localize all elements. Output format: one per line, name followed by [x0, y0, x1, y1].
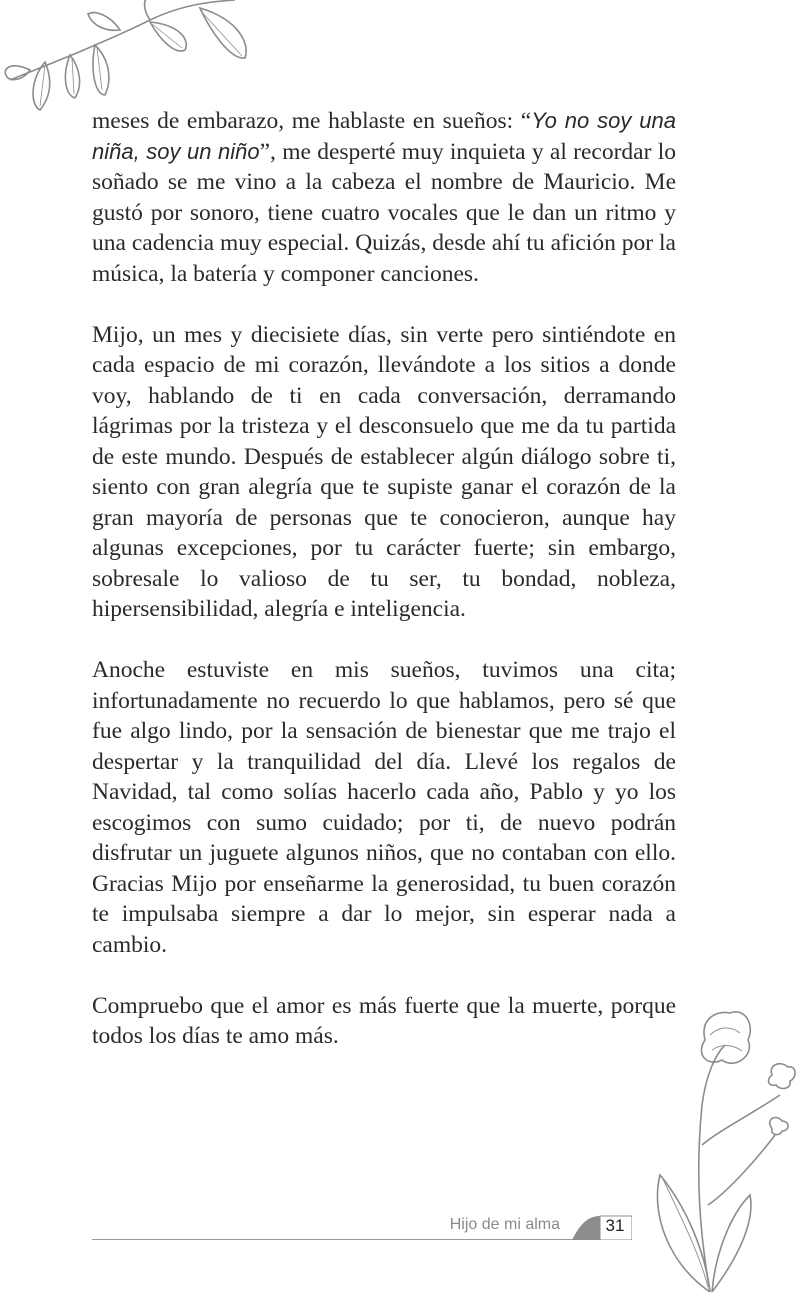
body-text	[92, 106, 676, 1052]
paragraph	[92, 991, 676, 1052]
page-number: 31	[605, 1216, 625, 1235]
paragraph	[92, 320, 676, 625]
text-run: Mijo, un mes y diecisiete días, sin verte pero sintiéndote en cada espacio de mi corazón, llevándote a los sitios a donde voy, hablando de ti en cada conversación, derramando lágrimas por la tristeza y el desconsuelo que me da tu partida de este mundo. Después de establecer algún diálogo sobre ti, siento con gran alegría que te supiste ganar el corazón de la gran mayoría de personas que te conocieron, aunque hay algunas excepciones, por tu carácter fuerte; sin embargo, sobresale lo valioso de tu ser, tu bondad, nobleza, hipersensibilidad, alegría e inteligencia.	[92, 321, 676, 622]
paragraph	[92, 655, 676, 960]
italic-quote: Yo no soy una niña, soy un niño	[92, 108, 676, 164]
text-run: Anoche estuviste en mis sueños, tuvimos una cita; infortunadamente no recuerdo lo que hablamos, pero sé que fue algo lindo, por la sensación de bienestar que me trajo el despertar y la tranquilidad del día. Llevé los regalos de Navidad, tal como solías hacerlo cada año, Pablo y yo los escogimos con sumo cuidado; por ti, de nuevo podrán disfrutar un juguete algunos niños, que no contaban con ello. Gracias Mijo por enseñarme la generosidad, tu buen corazón te impulsaba siempre a dar lo mejor, sin esperar nada a cambio.	[92, 657, 676, 958]
leaf-branch-icon	[0, 0, 260, 120]
running-title: Hijo de mi alma	[449, 1216, 560, 1233]
footer-rule	[92, 1239, 632, 1240]
paragraph	[92, 106, 676, 289]
text-run: meses de embarazo, me hablaste en sueños: “	[92, 108, 532, 134]
text-run: ”, me desperté muy inquieta y al recordar lo soñado se me vino a la cabeza el nombre de Mauricio. Me gustó por sonoro, tiene cuatro vocales que le dan un ritmo y una cadencia muy especial. Quizás, desde ahí tu afición por la música, la batería y componer canciones.	[92, 138, 677, 287]
flower-stem-icon	[600, 1005, 800, 1292]
text-run: Compruebo que el amor es más fuerte que la muerte, porque todos los días te amo más.	[92, 992, 676, 1049]
